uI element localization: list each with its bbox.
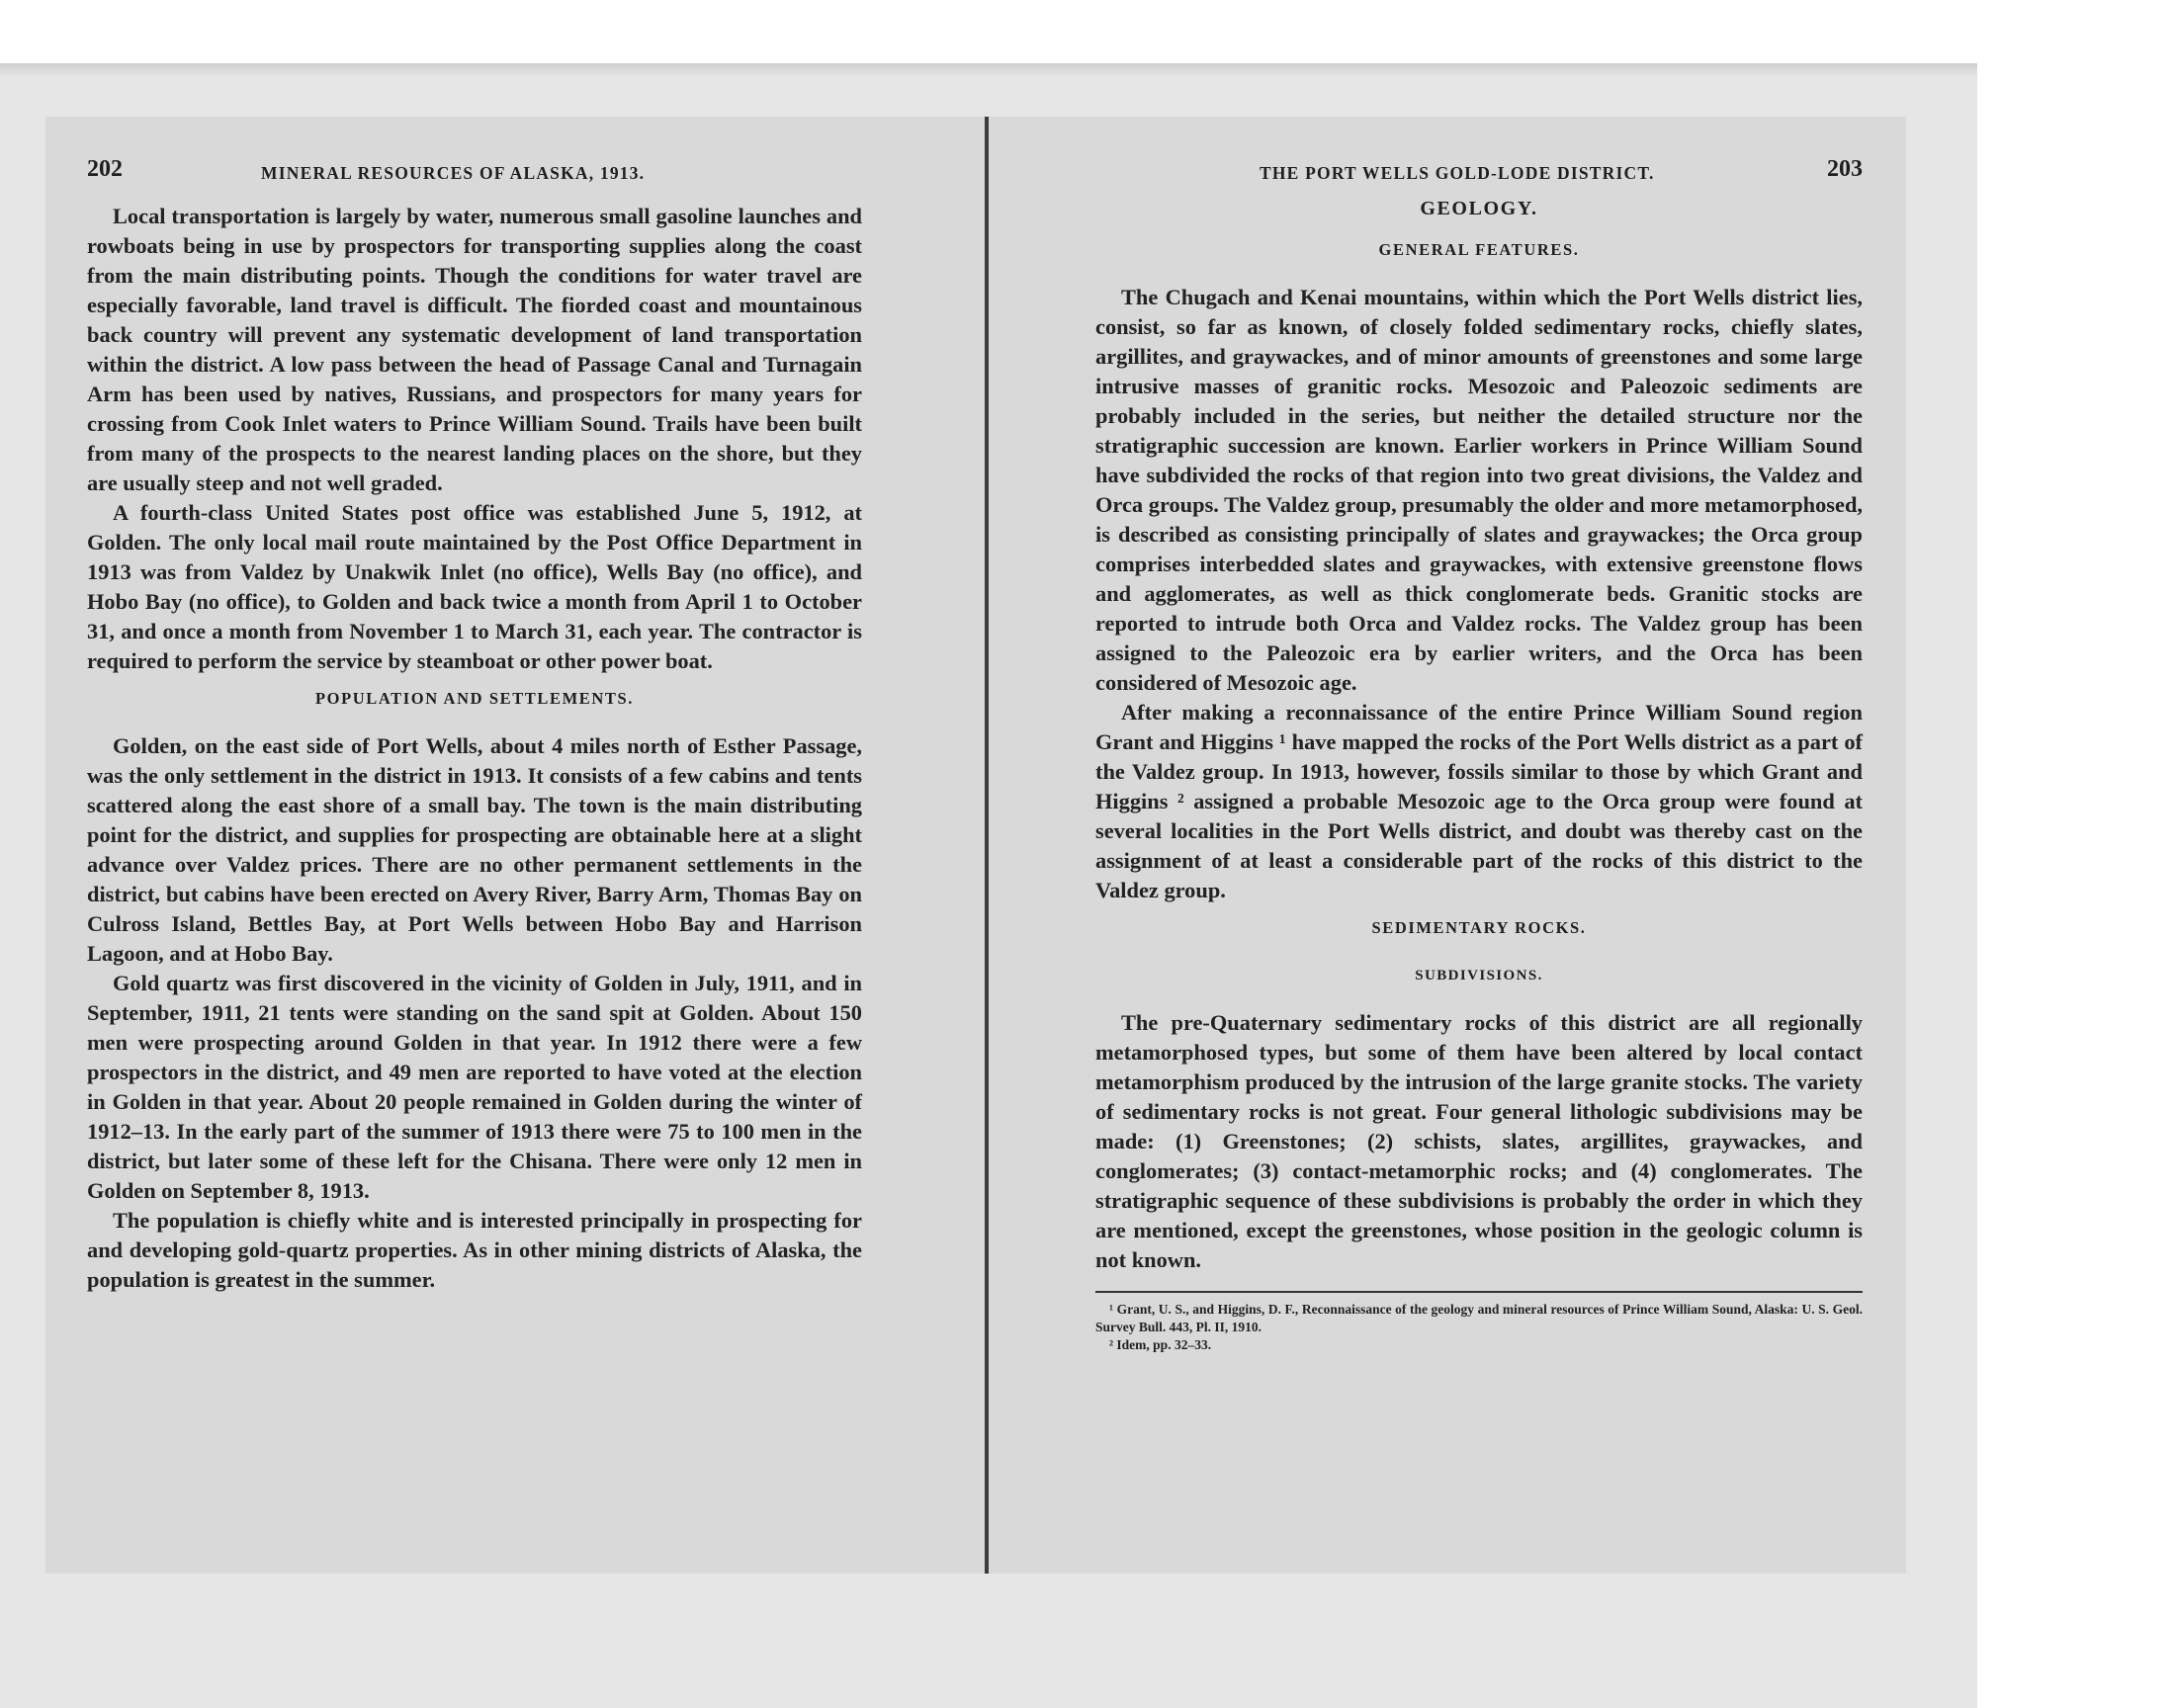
right-page xyxy=(1095,158,1863,1354)
right-page-number: 203 xyxy=(1827,156,1863,182)
paragraph-population: The population is chiefly white and is interested principally in prospecting for and developing gold-quartz properties. As in other mining districts of Alaska, the population is greatest in the summer. xyxy=(87,1208,862,1292)
paragraph-post-office: A fourth-class United States post office was established June 5, 1912, at Golden. The only local mail route maintained by the Post Office Department in 1913 was from Valdez by Unakwik Inlet (no office), Wells Bay (no office), and Hobo Bay (no office), to Golden and back twice a month from April 1 to October 31, and once a month from November 1 to March 31, each year. The contractor is required to perform the service by steamboat or other power boat. xyxy=(87,500,862,673)
heading-geology: GEOLOGY. xyxy=(1420,198,1538,219)
footnote-rule xyxy=(1095,1291,1863,1293)
heading-population: POPULATION AND SETTLEMENTS. xyxy=(314,689,635,708)
left-page xyxy=(87,158,862,1295)
scan-top-edge xyxy=(0,63,1977,77)
paragraph-mountains: The Chugach and Kenai mountains, within which the Port Wells district lies, consist, so far as known, of closely folded sedimentary rocks, chiefly slates, argillites, and graywackes, and of minor amounts of greenstones and some large intrusive masses of granitic rocks. Mesozoic and Paleozoic sediments are probably included in the series, but neither the detailed structure nor the stratigraphic succession are known. Earlier workers in Prince William Sound have subdivided the rocks of that region into two great divisions, the Valdez and Orca groups. The Valdez group, presumably the older and more metamorphosed, is described as consisting principally of slates and graywackes; the Orca group comprises interbedded slates and graywackes, with extensive greenstone flows and agglomerates, as well as thick conglomerate beds. Granitic stocks are reported to intrude both Orca and Valdez rocks. The Valdez group has been assigned to the Paleozoic era by earlier writers, and the Orca has been considered of Mesozoic age. xyxy=(1095,285,1863,695)
book-gutter xyxy=(985,117,989,1574)
footnote-1: ¹ Grant, U. S., and Higgins, D. F., Reconnaissance of the geology and mineral resources of Prince William Sound, Alaska: U. S. Geol. Survey Bull. 443, Pl. II, 1910. xyxy=(1095,1302,1863,1334)
paragraph-pre-quaternary: The pre-Quaternary sedimentary rocks of this district are all regionally metamorphosed types, but some of them have been altered by local contact metamorphism produced by the intrusion of the large granite stocks. The variety of sedimentary rocks is not great. Four general lithologic subdivisions may be made: (1) Greenstones; (2) schists, slates, argillites, graywackes, and conglomerates; (3) contact-metamorphic rocks; and (4) conglomerates. The stratigraphic sequence of these subdivisions is probably the order in which they are mentioned, except the greenstones, whose position in the geologic column is not known. xyxy=(1095,1010,1863,1272)
right-running-title: THE PORT WELLS GOLD-LODE DISTRICT. xyxy=(1260,163,1655,183)
right-running-header xyxy=(1095,158,1863,192)
left-running-header xyxy=(87,158,862,192)
heading-general-features: GENERAL FEATURES. xyxy=(1378,240,1580,259)
paragraph-reconnaissance: After making a reconnaissance of the entire Prince William Sound region Grant and Higgins ¹ have mapped the rocks of the Port Wells district as a part of the Valdez group. In 1913, however, fossils similar to those by which Grant and Higgins ² assigned a probable Mesozoic age to the Orca group were found at several localities in the Port Wells district, and doubt was thereby cast on the assignment of at least a considerable part of the rocks of this district to the Valdez group. xyxy=(1095,700,1863,902)
heading-subdivisions: SUBDIVISIONS. xyxy=(1415,968,1543,983)
left-running-title: MINERAL RESOURCES OF ALASKA, 1913. xyxy=(261,163,646,183)
paragraph-gold-quartz: Gold quartz was first discovered in the vicinity of Golden in July, 1911, and in September, 1911, 21 tents were standing on the sand spit at Golden. About 150 men were prospecting around Golden in that year. In 1912 there were a few prospectors in the district, and 49 men are reported to have voted at the election in Golden in that year. About 20 people remained in Golden during the winter of 1912–13. In the early part of the summer of 1913 there were 75 to 100 men in the district, but later some of these left for the Chisana. There were only 12 men in Golden on September 8, 1913. xyxy=(87,971,862,1203)
footnote-2: ² Idem, pp. 32–33. xyxy=(1109,1337,1212,1352)
heading-sedimentary-rocks: SEDIMENTARY ROCKS. xyxy=(1371,918,1587,937)
paragraph-transportation: Local transportation is largely by water, numerous small gasoline launches and rowboats being in use by prospectors for transporting supplies along the coast from the main distributing points. Though the conditions for water travel are especially favorable, land travel is difficult. The fiorded coast and mountainous back country will prevent any systematic development of land transportation within the district. A low pass between the head of Passage Canal and Turnagain Arm has been used by natives, Russians, and prospectors for many years for crossing from Cook Inlet waters to Prince William Sound. Trails have been built from many of the prospects to the nearest landing places on the shore, but they are usually steep and not well graded. xyxy=(87,204,862,495)
left-page-number: 202 xyxy=(87,156,123,182)
paragraph-golden: Golden, on the east side of Port Wells, about 4 miles north of Esther Passage, was the only settlement in the district in 1913. It consists of a few cabins and tents scattered along the east shore of a small bay. The town is the main distributing point for the district, and supplies for prospecting are obtainable here at a slight advance over Valdez prices. There are no other permanent settlements in the district, but cabins have been erected on Avery River, Barry Arm, Thomas Bay on Culross Island, Bettles Bay, at Port Wells between Hobo Bay and Harrison Lagoon, and at Hobo Bay. xyxy=(87,733,862,966)
